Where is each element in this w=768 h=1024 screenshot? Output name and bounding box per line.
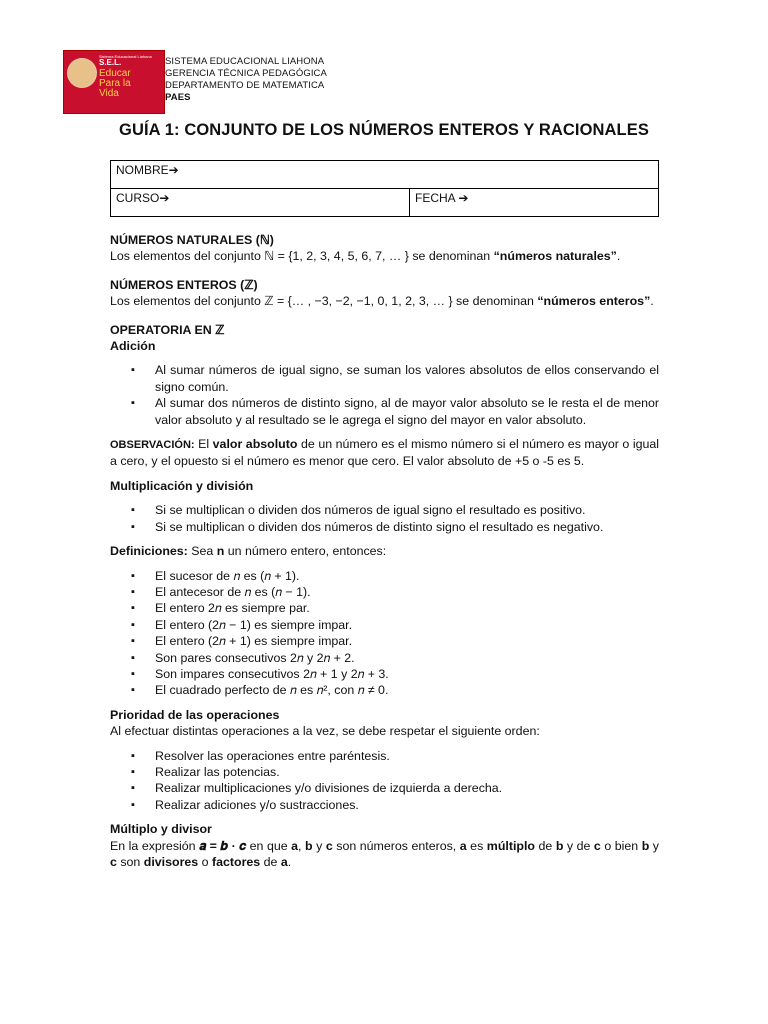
text: y: [312, 838, 326, 853]
text: Los elementos del conjunto ℤ = {… , −3, −2, −1, 0, 1, 2, 3, … } se denominan: [110, 294, 538, 309]
definiciones-list: [110, 568, 659, 699]
bold-text: b: [305, 838, 313, 853]
text: son: [116, 855, 144, 869]
text: es: [466, 838, 487, 853]
list-item: ▪ El sucesor de 𝑛 es (𝑛 + 1).: [110, 568, 659, 584]
bold-text: factores: [211, 855, 261, 869]
multiplo-heading: Múltiplo y divisor: [110, 822, 212, 837]
bold-text: Definiciones:: [110, 544, 188, 559]
bold-text: b: [555, 838, 564, 853]
curso-field[interactable]: CURSO➔: [111, 189, 410, 217]
list-item: ▪ Realizar las potencias.: [110, 764, 659, 780]
header-line: DEPARTAMENTO DE MATEMATICA: [165, 80, 325, 91]
text: Los elementos del conjunto ℕ = {1, 2, 3, 4, 5, 6, 7, … } se denominan: [110, 249, 494, 264]
formula: 𝒂 = 𝒃 · 𝒄: [199, 838, 247, 853]
text: .: [650, 294, 654, 309]
logo-tiny-text: Sistema Educacional Liahona: [99, 54, 152, 59]
text: en que: [246, 838, 292, 853]
text: o: [198, 855, 212, 869]
logo-motto: [99, 69, 131, 99]
bold-text: b: [641, 838, 650, 853]
text: Sea: [187, 544, 217, 559]
list-item: ▪ El entero (2𝑛 + 1) es siempre impar.: [110, 633, 659, 649]
text: En la expresión: [110, 838, 200, 853]
text: o bien: [600, 838, 642, 853]
operatoria-heading: OPERATORIA EN ℤ: [110, 322, 225, 337]
list-item: ▪ Al sumar dos números de distinto signo, al de mayor valor absoluto se le resta el de menor valor absoluto y al resultado se le agrega el signo del mayor en valor absoluto.: [110, 395, 659, 428]
definiciones-intro: [110, 543, 659, 559]
bold-text: a: [459, 838, 467, 853]
text: de: [260, 855, 281, 869]
text: y de: [563, 838, 594, 853]
bold-text: divisores: [143, 855, 199, 869]
text: .: [287, 855, 292, 869]
bold-text: c: [593, 838, 601, 853]
text: de: [534, 838, 556, 853]
prioridad-intro: Al efectuar distintas operaciones a la vez, se debe respetar el siguiente orden:: [110, 724, 540, 739]
prioridad-list: [110, 748, 659, 814]
multiplicacion-heading: Multiplicación y división: [110, 478, 254, 493]
adicion-heading: Adición: [110, 339, 156, 354]
header-line: SISTEMA EDUCACIONAL LIAHONA: [165, 56, 325, 67]
prioridad-heading: Prioridad de las operaciones: [110, 707, 280, 722]
text: un número entero, entonces:: [224, 544, 387, 559]
student-info-form: [110, 160, 659, 217]
bold-text: múltiplo: [486, 838, 535, 853]
school-logo: [63, 50, 165, 114]
emblem-icon: [67, 58, 97, 88]
list-item: ▪ Son pares consecutivos 2𝑛 y 2𝑛 + 2.: [110, 650, 659, 666]
motto-line: Vida: [99, 88, 119, 99]
list-item: ▪ El antecesor de 𝑛 es (𝑛 − 1).: [110, 584, 659, 600]
list-item: ▪ El cuadrado perfecto de 𝑛 es 𝑛², con 𝑛 ≠ 0.: [110, 682, 659, 698]
list-item: ▪ Resolver las operaciones entre paréntesis.: [110, 748, 659, 764]
bold-text: “números naturales”: [493, 249, 617, 264]
list-item: ▪ Son impares consecutivos 2𝑛 + 1 y 2𝑛 + 3.: [110, 666, 659, 682]
nombre-field[interactable]: NOMBRE➔: [111, 161, 659, 189]
naturales-heading: NÚMEROS NATURALES (ℕ): [110, 233, 274, 247]
institution-header: [165, 56, 327, 104]
bold-text: c: [325, 838, 333, 853]
list-item: ▪ El entero (2𝑛 − 1) es siempre impar.: [110, 617, 659, 633]
enteros-heading: NÚMEROS ENTEROS (ℤ): [110, 277, 258, 292]
text: son números enteros,: [332, 838, 460, 853]
text: ,: [298, 838, 306, 853]
text: de un número es el mismo número si el número es mayor o igual a cero, y el opuesto si el número es menor que cero. El valor absoluto de +5 o -5 es 5.: [110, 437, 660, 469]
header-line: GERENCIA TÉCNICA PEDAGÓGICA: [165, 68, 327, 79]
header-subject: PAES: [165, 92, 191, 103]
text: .: [616, 249, 621, 264]
list-item: ▪ Si se multiplican o dividen dos números de igual signo el resultado es positivo.: [110, 502, 659, 518]
document-body: [110, 232, 659, 870]
enteros-text: [110, 293, 659, 309]
observacion-text: [110, 436, 659, 470]
list-item: ▪ Realizar adiciones y/o sustracciones.: [110, 797, 659, 813]
text: El: [194, 437, 213, 452]
list-item: ▪ El entero 2𝑛 es siempre par.: [110, 600, 659, 616]
bold-text: OBSERVACIÓN:: [110, 439, 195, 452]
fecha-field[interactable]: FECHA ➔: [410, 189, 659, 217]
motto-line: Para la: [99, 78, 131, 89]
bold-text: a: [280, 855, 288, 869]
bold-text: a: [291, 838, 299, 853]
multiplo-text: [110, 838, 659, 871]
bold-text: “números enteros”: [537, 294, 651, 309]
bold-text: n: [216, 544, 225, 559]
list-item: ▪ Si se multiplican o dividen dos números de distinto signo el resultado es negativo.: [110, 519, 659, 535]
list-item: ▪ Al sumar números de igual signo, se suman los valores absolutos de ellos conservando el signo común.: [110, 362, 659, 395]
multiplicacion-list: [110, 502, 659, 535]
motto-line: Educar: [99, 68, 131, 79]
adicion-list: [110, 362, 659, 428]
naturales-text: [110, 248, 659, 264]
bold-text: c: [110, 855, 117, 869]
bold-text: valor absoluto: [212, 437, 298, 452]
logo-abbr: S.E.L.: [99, 58, 122, 67]
text: y: [649, 838, 659, 853]
page-title: GUÍA 1: CONJUNTO DE LOS NÚMEROS ENTEROS Y RACIONALES: [119, 121, 649, 139]
list-item: ▪ Realizar multiplicaciones y/o divisiones de izquierda a derecha.: [110, 780, 659, 796]
